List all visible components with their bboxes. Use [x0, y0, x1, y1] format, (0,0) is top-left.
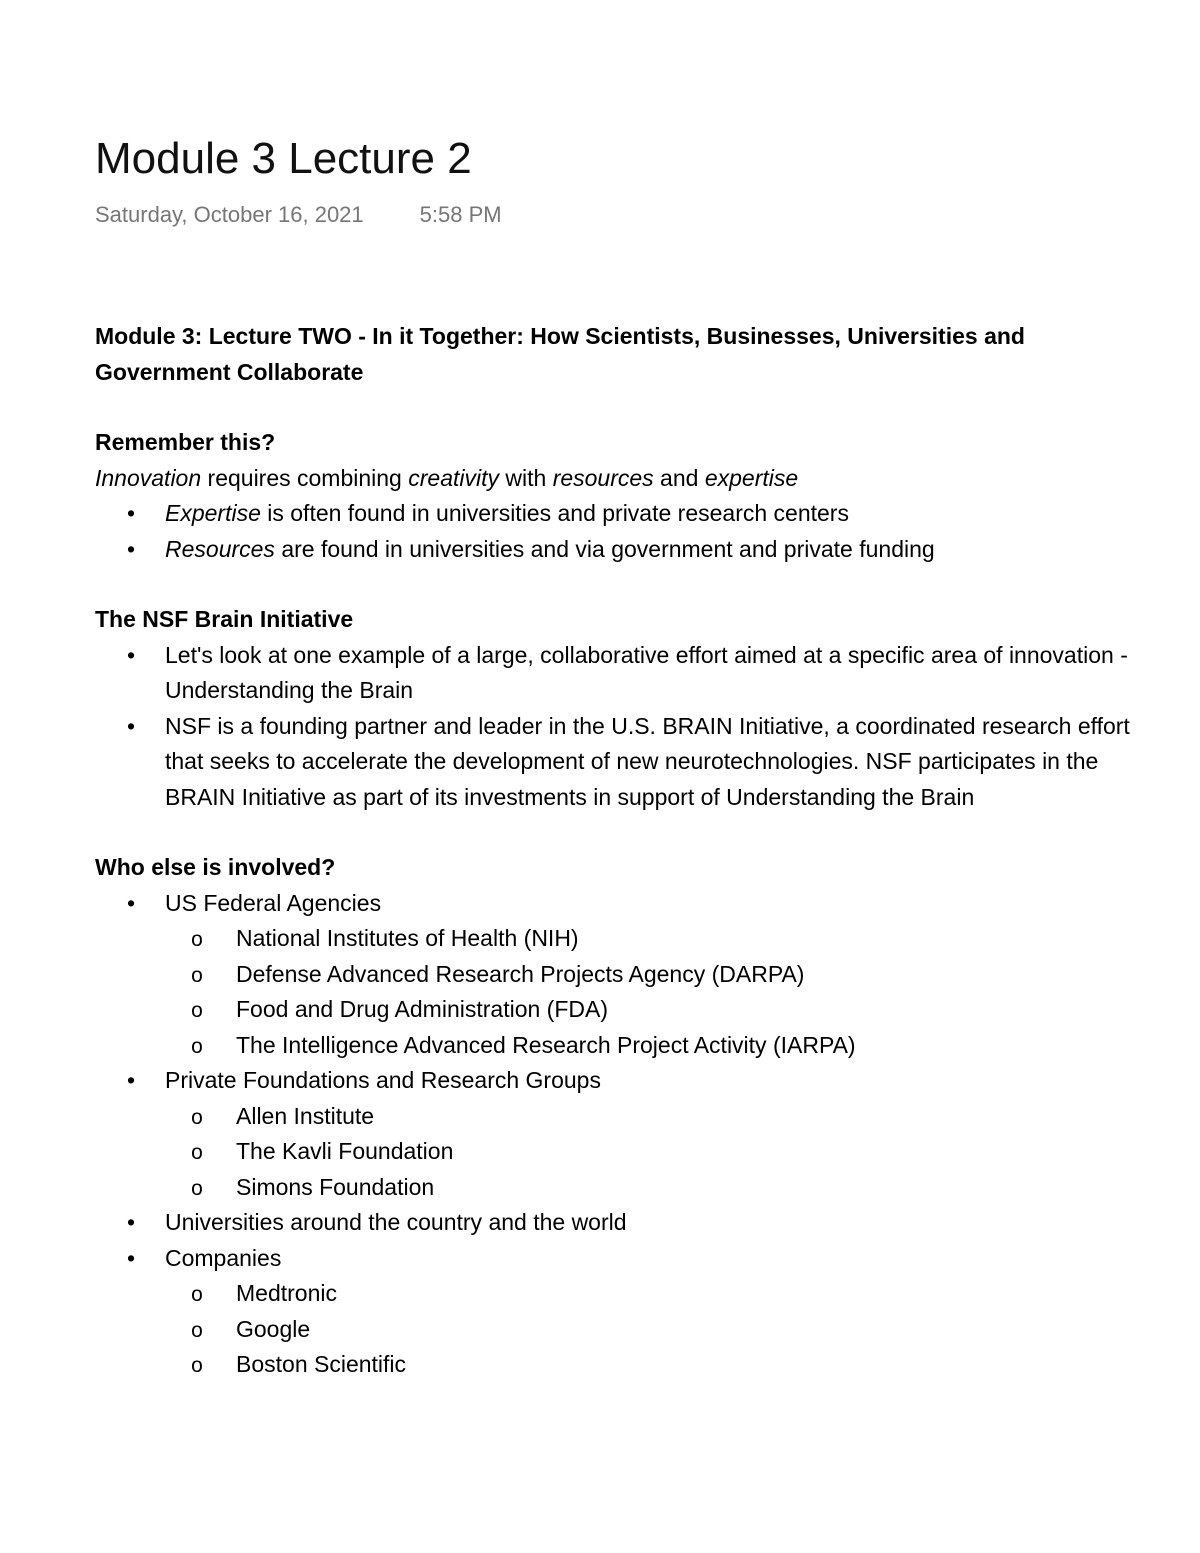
sub-list-container — [95, 921, 1135, 1063]
nsf-list — [95, 638, 1135, 816]
sub-list-item: o Food and Drug Administration (FDA) — [165, 992, 1135, 1028]
sub-list-item: o Allen Institute — [165, 1099, 1135, 1135]
sub-bullet-icon: o — [191, 1354, 203, 1377]
list-item: • Let's look at one example of a large, collaborative effort aimed at a specific area of innovation - Understanding the Brain — [95, 638, 1135, 709]
involved-list — [95, 886, 1135, 1383]
foundations-list — [165, 1099, 1135, 1206]
sub-bullet-icon: o — [191, 963, 203, 987]
nsf-heading: The NSF Brain Initiative — [95, 606, 354, 632]
sub-list-item: o Boston Scientific — [165, 1347, 1135, 1383]
sub-bullet-icon: o — [191, 1141, 203, 1164]
note-time: 5:58 PM — [419, 202, 502, 227]
sub-bullet-icon: o — [191, 1105, 203, 1129]
companies-list — [165, 1276, 1135, 1383]
sub-bullet-icon: o — [191, 1176, 203, 1200]
bullet-icon: • — [126, 1209, 136, 1235]
remember-heading: Remember this? — [95, 429, 276, 455]
bullet-icon: • — [126, 889, 136, 916]
note-date: Saturday, October 16, 2021 — [95, 202, 364, 227]
sub-list-container — [95, 1099, 1135, 1206]
list-item: • NSF is a founding partner and leader in the U.S. BRAIN Initiative, a coordinated research effort that seeks to accelerate the development of new neurotechnologies. NSF participates in the BRAIN Initiative as part of its investments in support of Understanding the Brain — [95, 709, 1135, 816]
involved-heading: Who else is involved? — [95, 854, 336, 880]
sub-bullet-icon: o — [191, 1034, 203, 1058]
sub-list-container — [95, 1276, 1135, 1383]
list-item: • Private Foundations and Research Groups — [95, 1063, 1135, 1099]
bullet-icon: • — [126, 1067, 136, 1093]
note-timestamp — [95, 200, 1135, 230]
remember-list — [95, 496, 1135, 567]
sub-list-item: o The Intelligence Advanced Research Project Activity (IARPA) — [165, 1028, 1135, 1064]
list-item: • Companies — [95, 1241, 1135, 1277]
sub-bullet-icon: o — [191, 1318, 203, 1342]
bullet-icon: • — [126, 500, 136, 526]
innovation-line: Innovation requires combining creativity with resources and expertise — [95, 464, 799, 491]
list-item: • Expertise is often found in universities and private research centers — [95, 496, 1135, 532]
sub-list-item: o Defense Advanced Research Projects Agency (DARPA) — [165, 957, 1135, 993]
bullet-icon: • — [126, 641, 136, 668]
bullet-icon: • — [126, 712, 136, 739]
sub-bullet-icon: o — [191, 999, 203, 1022]
list-item: • US Federal Agencies — [95, 886, 1135, 922]
federal-agencies-list — [165, 921, 1135, 1063]
note-page — [95, 128, 1135, 1383]
bullet-icon: • — [126, 535, 136, 562]
note-body — [95, 319, 1135, 1383]
lecture-heading: Module 3: Lecture TWO - In it Together: How Scientists, Businesses, Universities and Government Collaborate — [95, 323, 1025, 385]
sub-list-item: o Google — [165, 1312, 1135, 1348]
page-title: Module 3 Lecture 2 — [95, 134, 472, 183]
sub-list-item: o Simons Foundation — [165, 1170, 1135, 1206]
list-item: • Universities around the country and the world — [95, 1205, 1135, 1241]
sub-list-item: o The Kavli Foundation — [165, 1134, 1135, 1170]
sub-list-item: o National Institutes of Health (NIH) — [165, 921, 1135, 957]
sub-list-item: o Medtronic — [165, 1276, 1135, 1312]
sub-bullet-icon: o — [191, 928, 203, 951]
bullet-icon: • — [126, 1244, 136, 1271]
list-item: • Resources are found in universities and via government and private funding — [95, 532, 1135, 568]
sub-bullet-icon: o — [191, 1283, 203, 1306]
